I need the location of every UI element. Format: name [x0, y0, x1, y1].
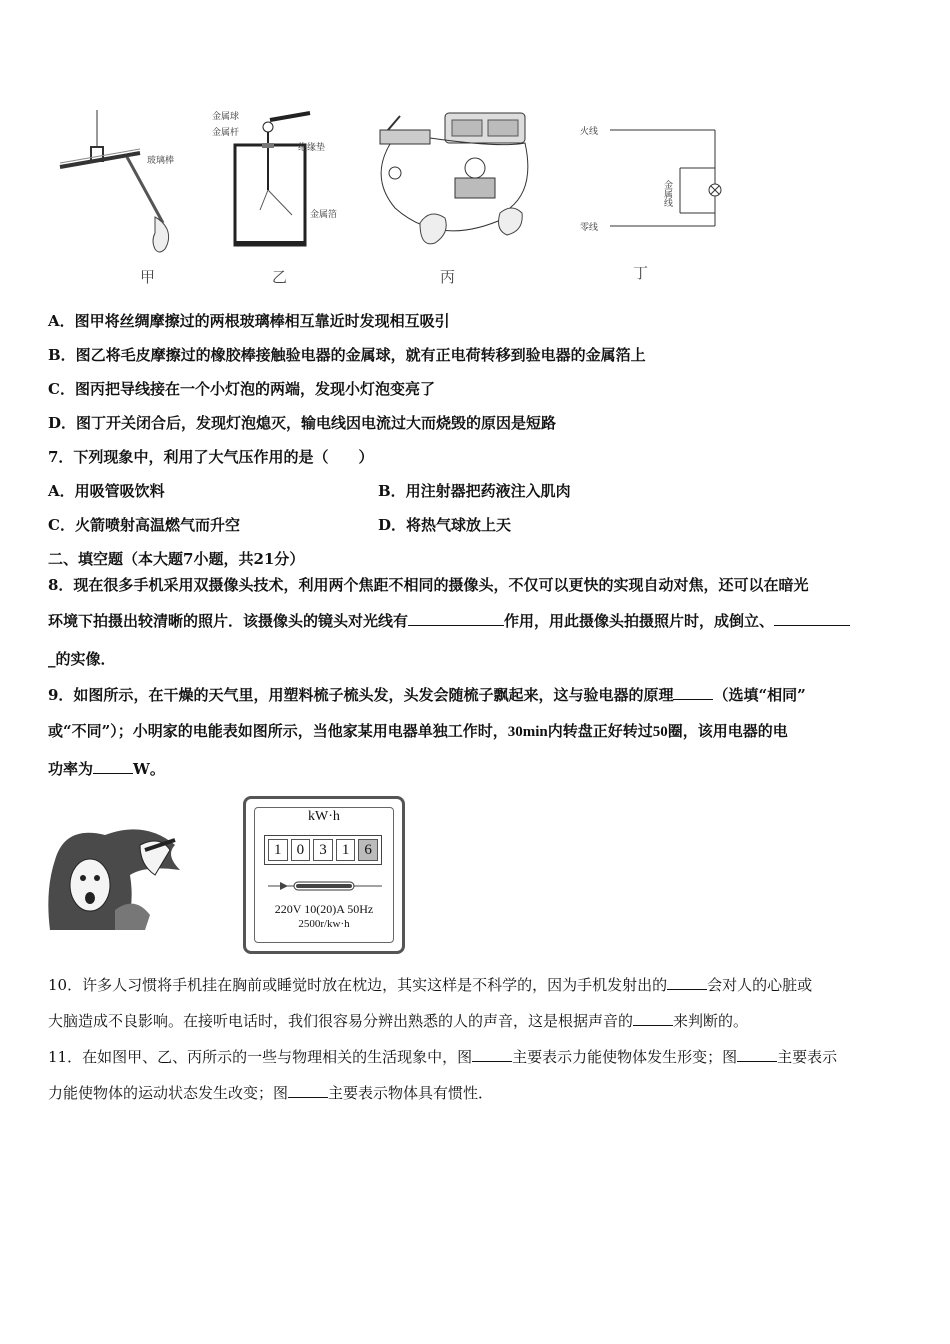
figure-jia-caption: 甲: [140, 268, 156, 286]
figure-ding-drawing: [575, 118, 735, 238]
q7-stem: 7．下列现象中，利用了大气压作用的是（ ）: [48, 448, 374, 466]
figure-yi-rod-label: 金属杆: [212, 128, 240, 138]
figure-ding: [575, 118, 735, 238]
q10-line-2-part-a: 大脑造成不良影响。在接听电话时，我们很容易分辨出熟悉的人的声音，这是根据声音的: [48, 1012, 634, 1030]
q10-blank-1[interactable]: [667, 975, 707, 990]
figure-jia: [55, 105, 195, 265]
figure-yi-ball-label: 金属球: [212, 112, 240, 122]
meter-unit: kW·h: [308, 809, 340, 824]
q10-line-1-part-a: 10．许多人习惯将手机挂在胸前或睡觉时放在枕边，其实这样是不科学的，因为手机发射出的: [48, 976, 668, 994]
q9-line-3: [48, 758, 165, 780]
q9-line-1: [48, 684, 806, 706]
q7-option-b: B．用注射器把药液注入肌肉: [378, 482, 571, 500]
q10-blank-2[interactable]: [633, 1011, 673, 1026]
q8-line-2-part-a: 环境下拍摄出较清晰的照片．该摄像头的镜头对光线有: [48, 612, 409, 630]
q11-line-1-part-a: 11．在如图甲、乙、丙所示的一些与物理相关的生活现象中，图: [48, 1048, 473, 1066]
q10-line-2: [48, 1010, 748, 1032]
comb-hair-drawing: [45, 820, 185, 935]
q6-option-c: C．图丙把导线接在一个小灯泡的两端，发现小灯泡变亮了: [48, 380, 435, 398]
q8-line-1: 8．现在很多手机采用双摄像头技术，利用两个焦距不相同的摄像头，不仅可以更快的实现自动对焦，还可以在暗光: [48, 576, 809, 594]
q11-line-2: [48, 1082, 493, 1104]
meter-spec-1: 220V 10(20)A 50Hz: [274, 902, 374, 916]
q9-line-2-part-c: 内转盘正好转过: [547, 722, 653, 740]
figure-yi-caption: 乙: [272, 268, 288, 286]
meter-digit: 3: [313, 839, 333, 861]
q9-line-2-part-e: 圈，该用电器的电: [667, 722, 788, 740]
q11-line-1: [48, 1046, 837, 1068]
q6-option-b: B．图乙将毛皮摩擦过的橡胶棒接触验电器的金属球，就有正电荷转移到验电器的金属箔上: [48, 346, 646, 364]
figure-jia-drawing: [55, 105, 195, 265]
meter-display: [264, 835, 382, 865]
q11-blank-1[interactable]: [472, 1047, 512, 1062]
q9-blank-2[interactable]: [93, 759, 133, 774]
figure-yi-foil-label: 金属箔: [310, 210, 338, 220]
q9-line-3-part-a: 功率为: [48, 760, 94, 778]
figure-ding-neutral-label: 零线: [580, 223, 599, 233]
q9-line-2-part-a: 或“不同”）；小明家的电能表如图所示，当他家某用电器单独工作时，: [48, 722, 508, 740]
q11-blank-3[interactable]: [288, 1083, 328, 1098]
q8-blank-2[interactable]: [774, 611, 850, 626]
q11-line-1-part-b: 主要表示力能使物体发生形变；图: [512, 1048, 738, 1066]
q8-blank-1[interactable]: [408, 611, 504, 626]
figure-yi-drawing: [210, 105, 345, 255]
q9-line-3-part-b: W。: [133, 760, 165, 778]
q11-line-1-part-c: 主要表示: [777, 1048, 838, 1066]
q10-line-1-part-b: 会对人的心脏或: [707, 976, 813, 994]
q11-line-2-part-b: 主要表示物体具有惯性．: [328, 1084, 494, 1102]
q9-line-2: [48, 720, 788, 743]
figure-ding-wire-label: 金属线: [662, 180, 672, 207]
meter-digit: 1: [268, 839, 288, 861]
q9-line-1-part-a: 9．如图所示，在干燥的天气里，用塑料梳子梳头发，头发会随梳子飘起来，这与验电器的原理: [48, 686, 674, 704]
figure-ding-live-label: 火线: [580, 127, 599, 137]
q7-option-d: D．将热气球放上天: [378, 516, 512, 534]
q7-option-a: A．用吸管吸饮料: [48, 482, 165, 500]
section-2-heading: 二、填空题（本大题7小题，共21分）: [48, 550, 305, 568]
q9-line-1-part-b: （选填“相同”: [713, 686, 806, 704]
q9-blank-1[interactable]: [673, 685, 713, 700]
comb-hair-illustration: [45, 820, 185, 935]
meter-digit: 1: [336, 839, 356, 861]
q7-option-c: C．火箭喷射高温燃气而升空: [48, 516, 240, 534]
q6-option-d: D．图丁开关闭合后，发现灯泡熄灭，输电线因电流过大而烧毁的原因是短路: [48, 414, 557, 432]
q10-line-2-part-b: 来判断的。: [673, 1012, 749, 1030]
electricity-meter: [243, 796, 405, 954]
figure-yi-pad-label: 绝缘垫: [298, 143, 326, 153]
figure-bing-caption: 丙: [440, 268, 456, 286]
q9-line-2-turns: 50: [652, 724, 668, 740]
meter-disc-window: [266, 877, 384, 895]
meter-spec-2: 2500r/kw·h: [298, 918, 350, 930]
figure-jia-rod-label: 玻璃棒: [147, 156, 175, 166]
meter-digit: 0: [291, 839, 311, 861]
figure-bing-drawing: [360, 108, 540, 258]
q11-blank-2[interactable]: [737, 1047, 777, 1062]
q8-line-2: [48, 610, 850, 632]
figure-ding-caption: 丁: [633, 264, 649, 282]
figure-bing: [360, 108, 540, 258]
q11-line-2-part-a: 力能使物体的运动状态发生改变；图: [48, 1084, 289, 1102]
q10-line-1: [48, 974, 812, 996]
q8-line-2-part-b: 作用，用此摄像头拍摄照片时，成倒立、: [504, 612, 775, 630]
q9-line-2-time: 30min: [507, 724, 548, 740]
meter-digit-decimal: 6: [358, 839, 378, 861]
q8-line-3: _的实像．: [48, 650, 116, 668]
q6-option-a: A．图甲将丝绸摩擦过的两根玻璃棒相互靠近时发现相互吸引: [48, 312, 450, 330]
figure-yi: [210, 105, 345, 255]
